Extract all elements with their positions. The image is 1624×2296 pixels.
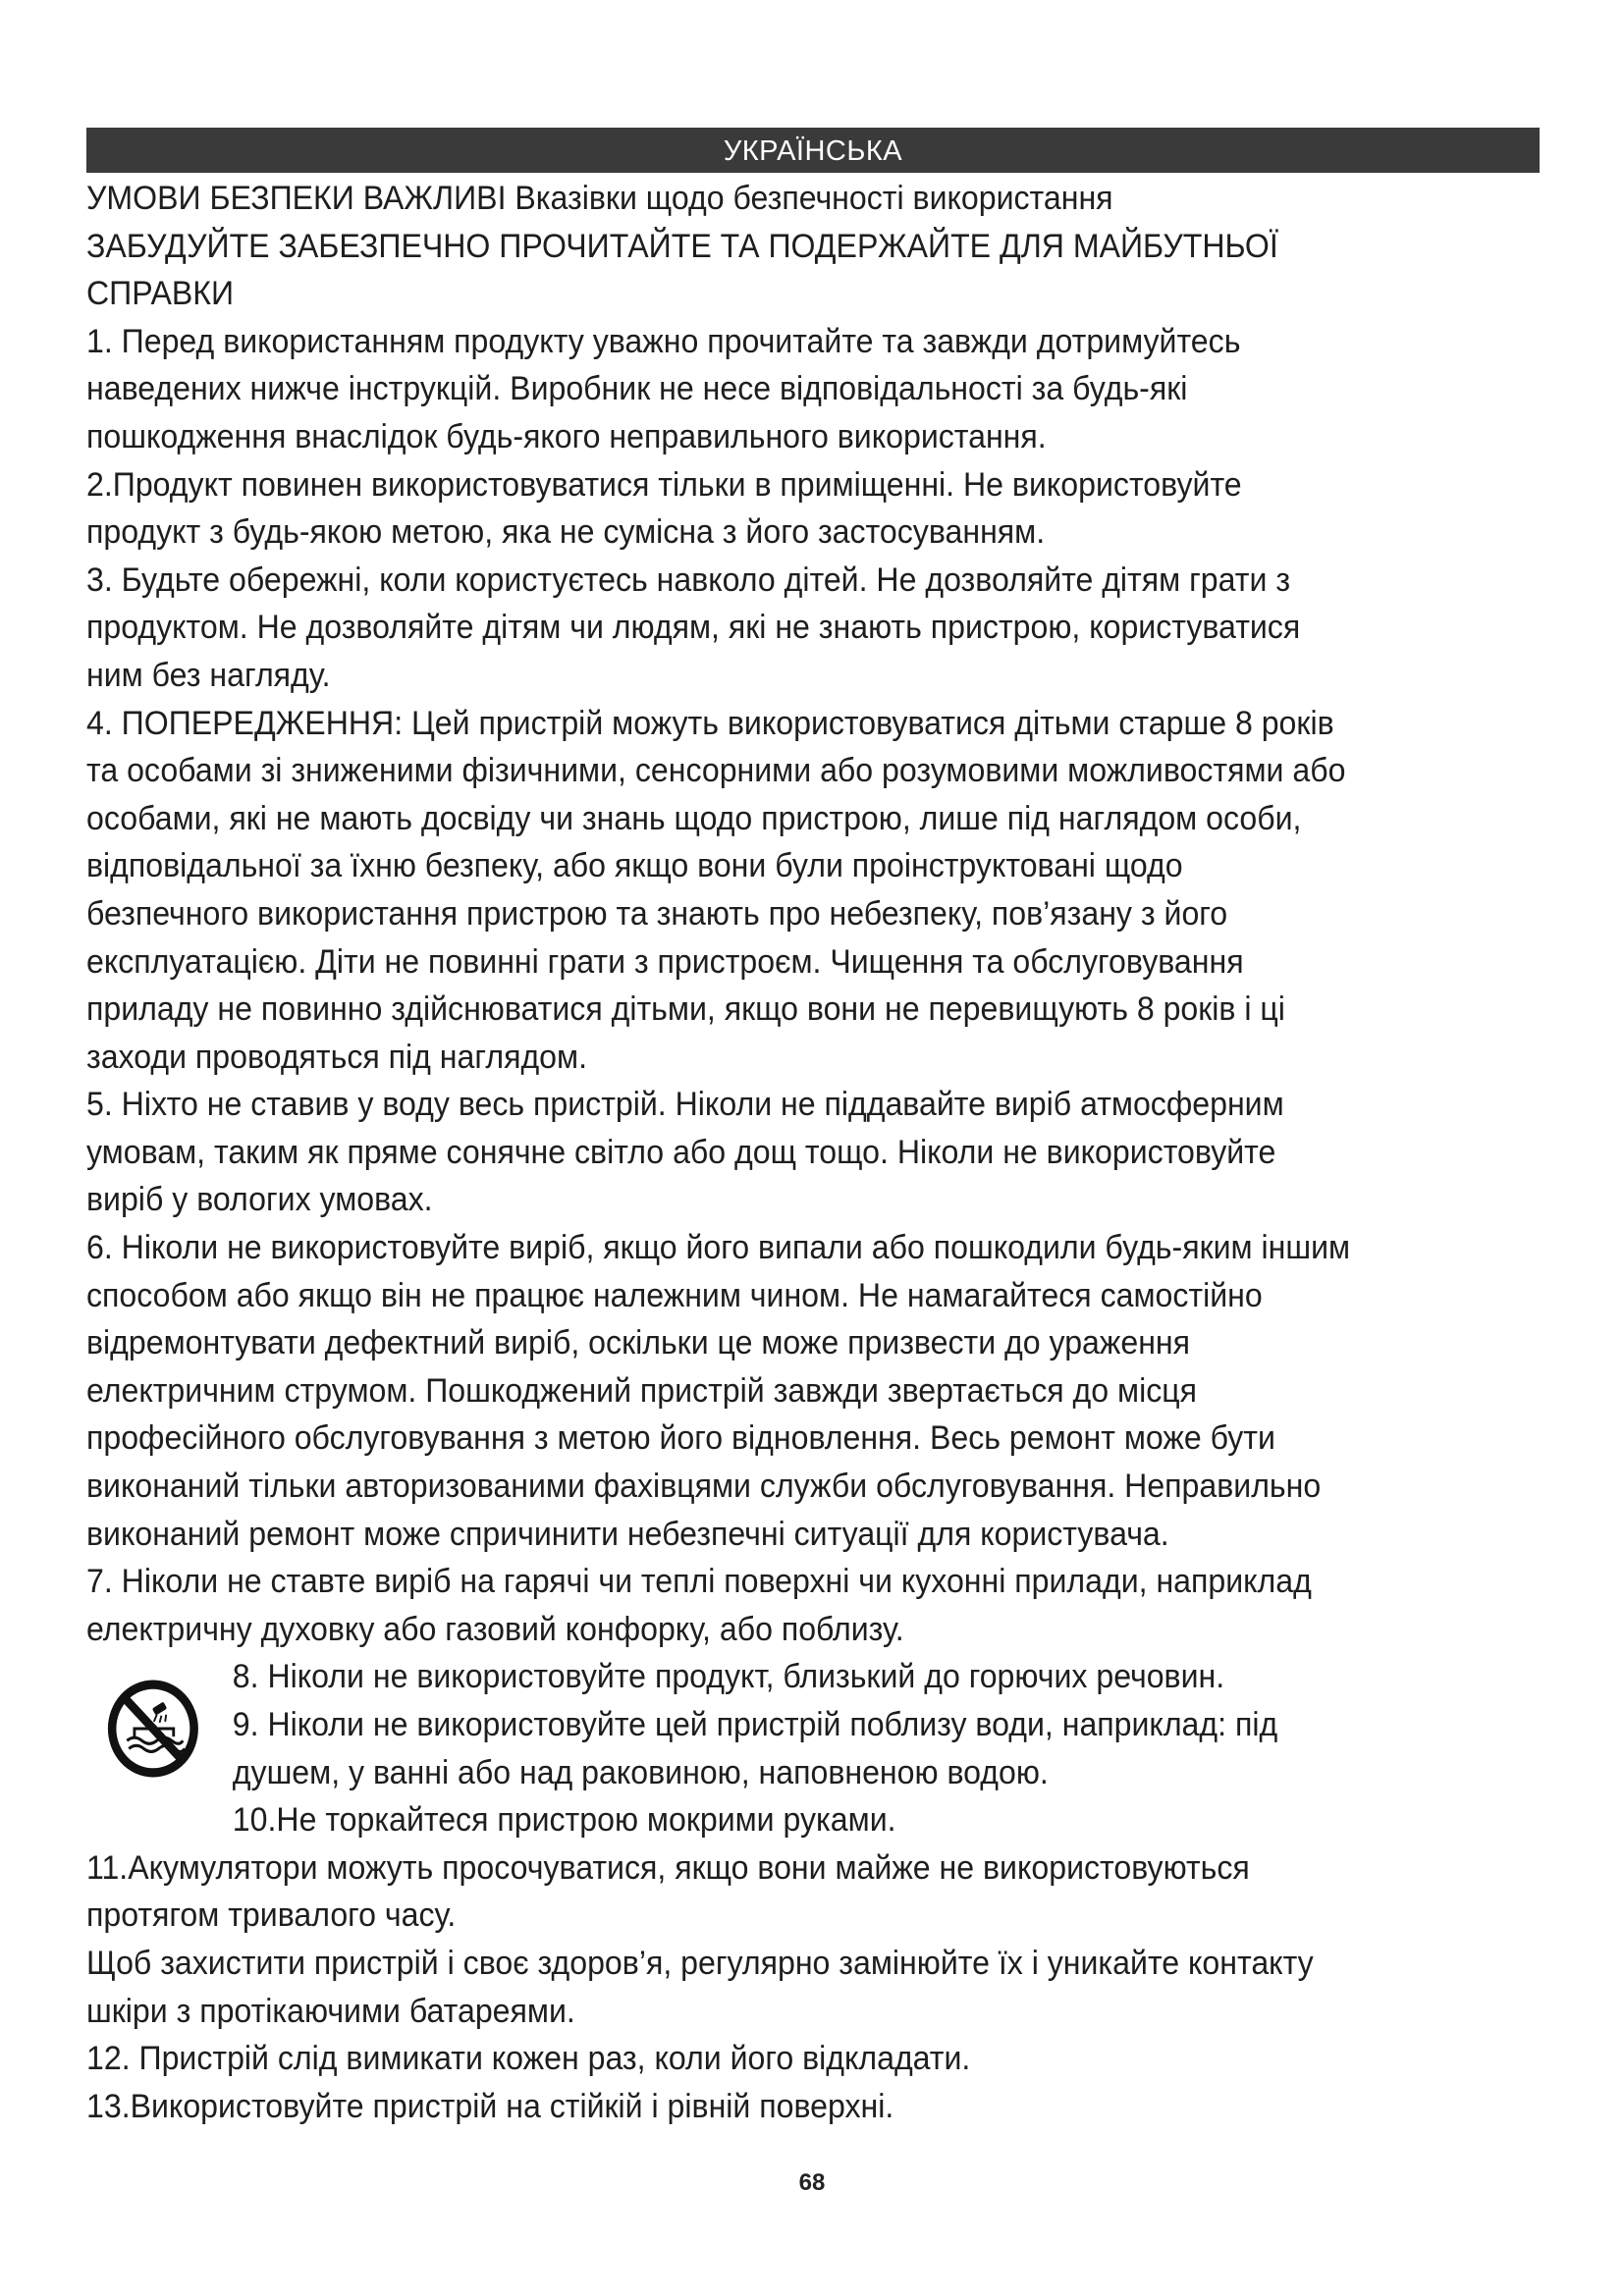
safety-item-line: 13.Використовуйте пристрій на стійкій і рівній поверхні. <box>86 2087 894 2125</box>
safety-item-line: 6. Ніколи не використовуйте виріб, якщо його випали або пошкодили будь-яким іншим <box>86 1229 1351 1267</box>
safety-item-line: безпечного використання пристрою та знають про небезпеку, пов’язану з його <box>86 894 1228 933</box>
page-number: 68 <box>798 2169 826 2196</box>
safety-item-line: виконаний ремонт може спричинити небезпечні ситуації для користувача. <box>86 1515 1169 1553</box>
safety-item <box>86 461 1539 557</box>
safety-item-line: продукт з будь-якою метою, яка не сумісна з його застосуванням. <box>86 513 1046 552</box>
safety-item <box>233 1796 1539 1844</box>
safety-item-line: наведених нижче інструкцій. Виробник не несе відповідальності за будь-які <box>86 370 1188 408</box>
safety-item-line: професійного обслуговування з метою його відновлення. Весь ремонт може бути <box>86 1419 1275 1458</box>
safety-item <box>86 557 1539 700</box>
safety-item <box>233 1653 1539 1701</box>
safety-items <box>86 318 1539 1654</box>
safety-item-line: душем, у ванні або над раковиною, наповненою водою. <box>232 1753 1049 1791</box>
safety-item-line: 1. Перед використанням продукту уважно прочитайте та завжди дотримуйтесь <box>86 322 1241 360</box>
safety-item-line: 9. Ніколи не використовуйте цей пристрій поблизу води, наприклад: під <box>232 1706 1278 1743</box>
title-block <box>86 175 1539 318</box>
safety-text <box>86 175 1539 2130</box>
safety-item <box>86 1224 1539 1558</box>
safety-item <box>86 700 1539 1082</box>
safety-item-line: пошкодження внаслідок будь-якого неправильного використання. <box>86 417 1047 455</box>
safety-item <box>86 2035 1539 2083</box>
safety-item-line: заходи проводяться під наглядом. <box>86 1038 588 1076</box>
manual-page <box>86 128 1540 2130</box>
safety-item-line: 2.Продукт повинен використовуватися тільки в приміщенні. Не використовуйте <box>86 465 1242 504</box>
title-line: СПРАВКИ <box>86 275 235 313</box>
title-line: ЗАБУДУЙТЕ ЗАБЕЗПЕЧНО ПРОЧИТАЙТЕ ТА ПОДЕРЖАЙТЕ ДЛЯ МАЙБУТНЬОЇ <box>86 227 1278 265</box>
safety-item-line: ним без нагляду. <box>86 656 331 694</box>
safety-item <box>86 1844 1539 1940</box>
safety-item-line: виріб у вологих умовах. <box>86 1181 433 1219</box>
safety-item-line: шкіри з протікаючими батареями. <box>86 1992 575 2030</box>
safety-item-line: умовам, таким як пряме сонячне світло або дощ тощо. Ніколи не використовуйте <box>86 1133 1276 1171</box>
safety-item-line: способом або якщо він не працює належним чином. Не намагайтеся самостійно <box>86 1276 1263 1314</box>
language-header: УКРАЇНСЬКА <box>86 128 1540 173</box>
safety-item-line: виконаний тільки авторизованими фахівцями служби обслуговування. Неправильно <box>86 1468 1322 1506</box>
safety-item <box>86 318 1539 461</box>
title-line: УМОВИ БЕЗПЕКИ ВАЖЛИВІ Вказівки щодо безпечності використання <box>86 180 1113 217</box>
safety-item <box>86 1081 1539 1224</box>
safety-item <box>86 2083 1539 2131</box>
safety-item-line: 11.Акумулятори можуть просочуватися, якщо вони майже не використовуються <box>86 1848 1250 1887</box>
safety-item-line: приладу не повинно здійснюватися дітьми, якщо вони не перевищують 8 років і ці <box>86 990 1285 1029</box>
safety-item-line: 10.Не торкайтеся пристрою мокрими руками. <box>232 1801 896 1840</box>
no-water-icon <box>106 1679 199 1779</box>
safety-item-line: продуктом. Не дозволяйте дітям чи людям, які не знають пристрою, користуватися <box>86 609 1301 647</box>
safety-item-line: електричним струмом. Пошкоджений пристрій завжди звертається до місця <box>86 1371 1197 1410</box>
icon-items <box>233 1653 1539 1843</box>
safety-item-line: експлуатацією. Діти не повинні грати з пристроєм. Чищення та обслуговування <box>86 942 1244 981</box>
safety-item-line: 12. Пристрій слід вимикати кожен раз, коли його відкладати. <box>86 2040 971 2078</box>
safety-item-line: 3. Будьте обережні, коли користуєтесь навколо дітей. Не дозволяйте дітям грати з <box>86 561 1291 599</box>
safety-item <box>86 1940 1539 2035</box>
safety-item-line: 8. Ніколи не використовуйте продукт, близький до горючих речовин. <box>232 1658 1225 1696</box>
safety-item <box>86 1558 1539 1653</box>
safety-item <box>233 1701 1539 1796</box>
safety-items-after <box>86 1844 1539 2131</box>
safety-item-line: відповідальної за їхню безпеку, або якщо вони були проінструктовані щодо <box>86 847 1183 885</box>
safety-item-line: протягом тривалого часу. <box>86 1896 457 1935</box>
safety-item-line: 4. ПОПЕРЕДЖЕННЯ: Цей пристрій можуть використовуватися дітьми старше 8 років <box>86 704 1334 742</box>
safety-item-line: електричну духовку або газовий конфорку, або поблизу. <box>86 1610 904 1648</box>
safety-item-line: особами, які не мають досвіду чи знань щодо пристрою, лише під наглядом особи, <box>86 799 1302 837</box>
water-warning-block <box>86 1653 1539 1843</box>
safety-item-line: 5. Ніхто не ставив у воду весь пристрій. Ніколи не піддавайте виріб атмосферним <box>86 1086 1284 1124</box>
safety-item-line: Щоб захистити пристрій і своє здоров’я, регулярно замінюйте їх і уникайте контакту <box>86 1944 1314 1982</box>
safety-item-line: та особами зі зниженими фізичними, сенсорними або розумовими можливостями або <box>86 752 1346 790</box>
safety-item-line: 7. Ніколи не ставте виріб на гарячі чи теплі поверхні чи кухонні прилади, наприклад <box>86 1563 1312 1601</box>
safety-item-line: відремонтувати дефектний виріб, оскільки це може призвести до ураження <box>86 1324 1191 1362</box>
